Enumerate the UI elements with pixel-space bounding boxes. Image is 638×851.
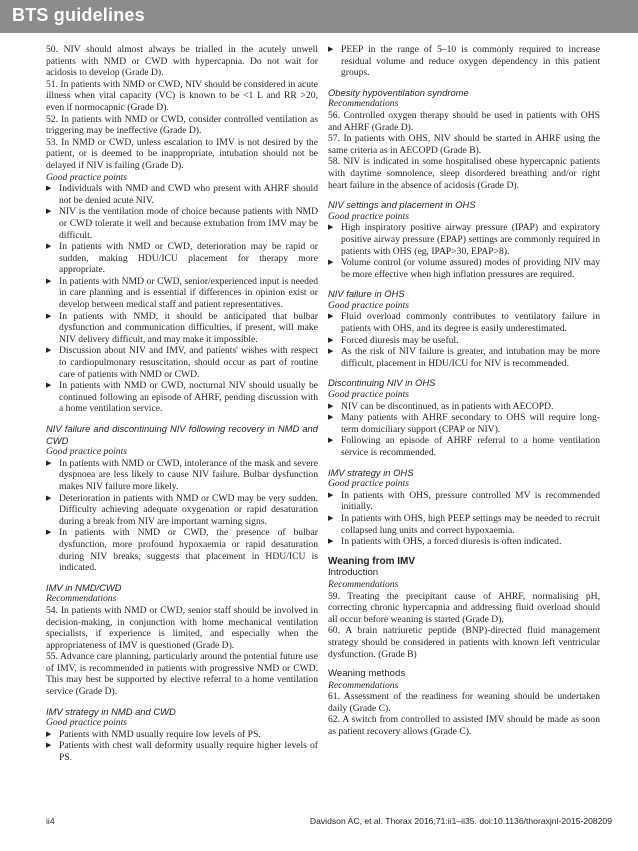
subheading-recommendations: Recommendations bbox=[328, 679, 399, 691]
bullet-list bbox=[328, 311, 600, 369]
recommendation: 61. Assessment of the readiness for weaning should be undertaken daily (Grade C). bbox=[328, 691, 600, 714]
recommendation: 55. Advance care planning, particularly around the potential future use of IMV, is recommended in patients with progressive NMD or CWD. This may best be supported by elective referral to a home ventilation service (Grade D). bbox=[46, 651, 318, 698]
bullet-item: ▶ Volume control (or volume assured) modes of providing NIV may be more effective when high inflation pressures are required. bbox=[328, 257, 600, 280]
section-heading: Discontinuing NIV in OHS bbox=[328, 377, 436, 389]
bullet-list bbox=[328, 222, 600, 280]
bullet-item: ▶ PEEP in the range of 5–10 is commonly required to increase residual volume and reduce oxygen dependency in this patient groups. bbox=[328, 44, 600, 79]
bullet-item: ▶ As the risk of NIV failure is greater, and intubation may be more difficult, placement in HDU/ICU for NIV is recommended. bbox=[328, 346, 600, 369]
bullet-list bbox=[328, 44, 600, 79]
section-heading: IMV strategy in NMD and CWD bbox=[46, 705, 176, 717]
subheading-good-practice: Good practice points bbox=[328, 389, 410, 401]
bullet-item: ▶ High inspiratory positive airway pressure (IPAP) and expiratory positive airway pressure (EPAP) settings are commonly required in patients with OHS (eg, IPAP>30, EPAP>8). bbox=[328, 222, 600, 257]
section-heading: NIV failure in OHS bbox=[328, 288, 405, 300]
subheading-good-practice: Good practice points bbox=[46, 446, 128, 458]
bullet-list bbox=[46, 458, 318, 574]
bullet-list bbox=[46, 183, 318, 415]
right-column bbox=[328, 44, 600, 738]
section-heading: NIV failure and discontinuing NIV following recovery in NMD and CWD bbox=[46, 423, 318, 446]
section-heading: IMV strategy in OHS bbox=[328, 466, 414, 478]
bullet-item: ▶ In patients with OHS, high PEEP settings may be needed to recruit collapsed lung units and correct hypoxaemia. bbox=[328, 513, 600, 536]
bullet-list bbox=[46, 729, 318, 764]
section-heading: NIV settings and placement in OHS bbox=[328, 199, 476, 211]
subheading-recommendations: Recommendations bbox=[328, 578, 399, 590]
bullet-item: ▶ Individuals with NMD and CWD who present with AHRF should not be denied acute NIV. bbox=[46, 183, 318, 206]
section-heading: IMV in NMD/CWD bbox=[46, 581, 122, 593]
header-bar bbox=[0, 0, 638, 33]
page-number: ii4 bbox=[46, 816, 55, 826]
subheading-good-practice: Good practice points bbox=[46, 171, 128, 183]
recommendation: 52. In patients with NMD or CWD, consider controlled ventilation as triggering may be ineffective (Grade D). bbox=[46, 113, 318, 137]
bullet-item: ▶ Fluid overload commonly contributes to ventilatory failure in patients with OHS, and its degree is easily underestimated. bbox=[328, 311, 600, 334]
bullet-list bbox=[328, 401, 600, 459]
subheading-good-practice: Good practice points bbox=[328, 299, 410, 311]
recommendation: 58. NIV is indicated in some hospitalised obese hypercapnic patients with daytime somnolence, sleep disordered breathing and/or right heart failure in the absence of acidosis (Grade D). bbox=[328, 156, 600, 191]
bullet-item: ▶ NIV can be discontinued, as in patients with AECOPD. bbox=[328, 401, 600, 413]
bullet-item: ▶ Discussion about NIV and IMV, and patients' wishes with respect to cardiopulmonary resuscitation, should occur as part of routine care of patients with NMD or CWD. bbox=[46, 345, 318, 380]
subheading-good-practice: Good practice points bbox=[328, 478, 410, 490]
subheading-recommendations: Recommendations bbox=[328, 98, 399, 110]
subsection-heading: Introduction bbox=[328, 567, 379, 579]
recommendation: 51. In patients with NMD or CWD, NIV should be considered in acute illness when vital capacity (VC) is known to be <1 L and RR >20, even if normocapnic (Grade D). bbox=[46, 78, 318, 113]
bullet-item: ▶ In patients with NMD or CWD, nocturnal NIV should usually be continued following an episode of AHRF, pending discussion with a home ventilation service. bbox=[46, 380, 318, 415]
recommendation: 56. Controlled oxygen therapy should be used in patients with OHS and AHRF (Grade D). bbox=[328, 109, 600, 133]
header-title: BTS guidelines bbox=[12, 5, 145, 25]
section-heading-bold: Weaning from IMV bbox=[328, 555, 416, 567]
section-heading: Obesity hypoventilation syndrome bbox=[328, 86, 469, 98]
bullet-item: ▶ Many patients with AHRF secondary to OHS will require long-term domiciliary support (CPAP or NIV). bbox=[328, 412, 600, 435]
citation: Davidson AC, et al. Thorax 2016;71:ii1–ii35. doi:10.1136/thoraxjnl-2015-208209 bbox=[309, 816, 612, 826]
bullet-list bbox=[328, 490, 600, 548]
bullet-item: ▶ Deterioration in patients with NMD or CWD may be very sudden. Difficulty achieving adequate oxygenation or rapid desaturation during a break from NIV are important warning signs. bbox=[46, 493, 318, 528]
recommendation: 59. Treating the precipitant cause of AHRF, normalising pH, correcting chronic hypercapnia and addressing fluid overload should all occur before weaning is started (Grade D). bbox=[328, 590, 600, 625]
bullet-item: ▶ Patients with NMD usually require low levels of PS. bbox=[46, 729, 318, 741]
bullet-item: ▶ NIV is the ventilation mode of choice because patients with NMD or CWD tolerate it well and because extubation from IMV may be difficult. bbox=[46, 206, 318, 241]
left-column bbox=[46, 44, 318, 764]
subheading-recommendations: Recommendations bbox=[46, 593, 117, 605]
bullet-item: ▶ Patients with chest wall deformity usually require higher levels of PS. bbox=[46, 740, 318, 763]
subsection-heading: Weaning methods bbox=[328, 668, 406, 680]
recommendation: 50. NIV should almost always be trialled in the acutely unwell patients with NMD or CWD with hypercapnia. Do not wait for acidosis to develop (Grade D). bbox=[46, 44, 318, 79]
bullet-item: ▶ In patients with NMD, it should be anticipated that bulbar dysfunction and communication difficulties, if present, will make NIV delivery difficult, and may make it impossible. bbox=[46, 311, 318, 346]
bullet-item: ▶ In patients with OHS, pressure controlled MV is recommended initially. bbox=[328, 490, 600, 513]
bullet-item: ▶ Forced diuresis may be useful. bbox=[328, 335, 600, 347]
bullet-item: ▶ In patients with NMD or CWD, the presence of bulbar dysfunction, more profound hypoxaemia or rapid desaturation during NIV breaks, suggests that placement in HDU/ICU is indicated. bbox=[46, 527, 318, 573]
subheading-good-practice: Good practice points bbox=[46, 717, 128, 729]
bullet-item: ▶ In patients with NMD or CWD, deterioration may be rapid or sudden, making HDU/ICU placement for therapy more appropriate. bbox=[46, 241, 318, 276]
bullet-item: ▶ In patients with OHS, a forced diuresis is often indicated. bbox=[328, 536, 600, 548]
subheading-good-practice: Good practice points bbox=[328, 210, 410, 222]
bullet-item: ▶ In patients with NMD or CWD, intolerance of the mask and severe dyspnoea are less likely to cause NIV failure. Bulbar dysfunction makes NIV failure more likely. bbox=[46, 458, 318, 493]
recommendation: 62. A switch from controlled to assisted IMV should be made as soon as patient recovery allows (Grade C). bbox=[328, 714, 600, 738]
recommendation: 57. In patients with OHS, NIV should be started in AHRF using the same criteria as in AECOPD (Grade B). bbox=[328, 133, 600, 156]
bullet-item: ▶ In patients with NMD or CWD, senior/experienced input is needed in care planning and is essential if differences in opinion exist or develop between medical staff and patient representatives. bbox=[46, 276, 318, 311]
recommendation: 54. In patients with NMD or CWD, senior staff should be involved in decision-making, in conjunction with home mechanical ventilation specialists, if experience is limited, and especially when the appropriateness of IMV is questioned (Grade D). bbox=[46, 604, 318, 651]
recommendation: 60. A brain natriuretic peptide (BNP)-directed fluid management strategy should be considered in patients with known left ventricular dysfunction. (Grade B) bbox=[328, 625, 600, 660]
bullet-item: ▶ Following an episode of AHRF referral to a home ventilation service is recommended. bbox=[328, 435, 600, 458]
recommendation: 53. In NMD or CWD, unless escalation to IMV is not desired by the patient, or is deemed to be inappropriate, intubation should not be delayed if NIV is failing (Grade D). bbox=[46, 136, 318, 171]
